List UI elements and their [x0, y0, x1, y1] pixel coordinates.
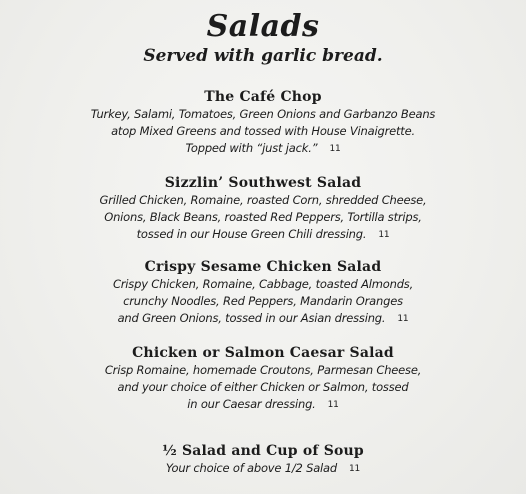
menu-item-description: [60, 276, 466, 328]
description-line-text: in our Caesar dressing.: [187, 397, 316, 411]
menu-item-description: [60, 192, 466, 244]
description-line: Onions, Black Beans, roasted Red Peppers, Tortilla strips,: [104, 210, 422, 224]
menu-item-price: 11: [327, 400, 339, 410]
description-line: Crisp Romaine, homemade Croutons, Parmesan Cheese,: [104, 363, 422, 377]
menu-item-name: The Café Chop: [204, 89, 322, 105]
description-line-text: Your choice of above 1/2 Salad: [165, 461, 337, 475]
menu-item-cafe-chop: [60, 88, 466, 158]
description-line: [60, 460, 466, 478]
description-line: Grilled Chicken, Romaine, roasted Corn, shredded Cheese,: [99, 193, 427, 207]
page-subtitle: Served with garlic bread.: [143, 46, 383, 66]
menu-item-description: [60, 460, 466, 478]
page-title: Salads: [206, 9, 320, 44]
menu-item-name: ½ Salad and Cup of Soup: [162, 443, 364, 459]
description-line: Crispy Chicken, Romaine, Cabbage, toasted Almonds,: [112, 277, 414, 291]
menu-item-southwest-salad: [60, 174, 466, 244]
menu-item-name: Sizzlin’ Southwest Salad: [164, 175, 362, 191]
description-line-text: tossed in our House Green Chili dressing.: [136, 227, 367, 241]
description-line: Turkey, Salami, Tomatoes, Green Onions and Garbanzo Beans: [90, 107, 436, 121]
description-line-text: Topped with “just jack.”: [185, 141, 318, 155]
menu-item-caesar-salad: [60, 344, 466, 414]
description-line: [60, 310, 466, 328]
menu-item-name: Chicken or Salmon Caesar Salad: [132, 345, 394, 361]
description-line: [60, 396, 466, 414]
menu-item-name: Crispy Sesame Chicken Salad: [144, 259, 382, 275]
description-line: atop Mixed Greens and tossed with House Vinaigrette.: [111, 124, 415, 138]
menu-item-price: 11: [397, 314, 409, 324]
menu-item-price: 11: [349, 464, 361, 474]
menu-item-description: [60, 106, 466, 158]
menu-item-price: 11: [378, 230, 390, 240]
menu-item-salad-and-soup: [60, 442, 466, 478]
menu-item-description: [60, 362, 466, 414]
description-line: and your choice of either Chicken or Salmon, tossed: [117, 380, 409, 394]
description-line: crunchy Noodles, Red Peppers, Mandarin Oranges: [123, 294, 403, 308]
menu-item-sesame-chicken-salad: [60, 258, 466, 328]
description-line-text: and Green Onions, tossed in our Asian dressing.: [117, 311, 386, 325]
description-line: [60, 140, 466, 158]
description-line: [60, 226, 466, 244]
menu-item-price: 11: [329, 144, 341, 154]
